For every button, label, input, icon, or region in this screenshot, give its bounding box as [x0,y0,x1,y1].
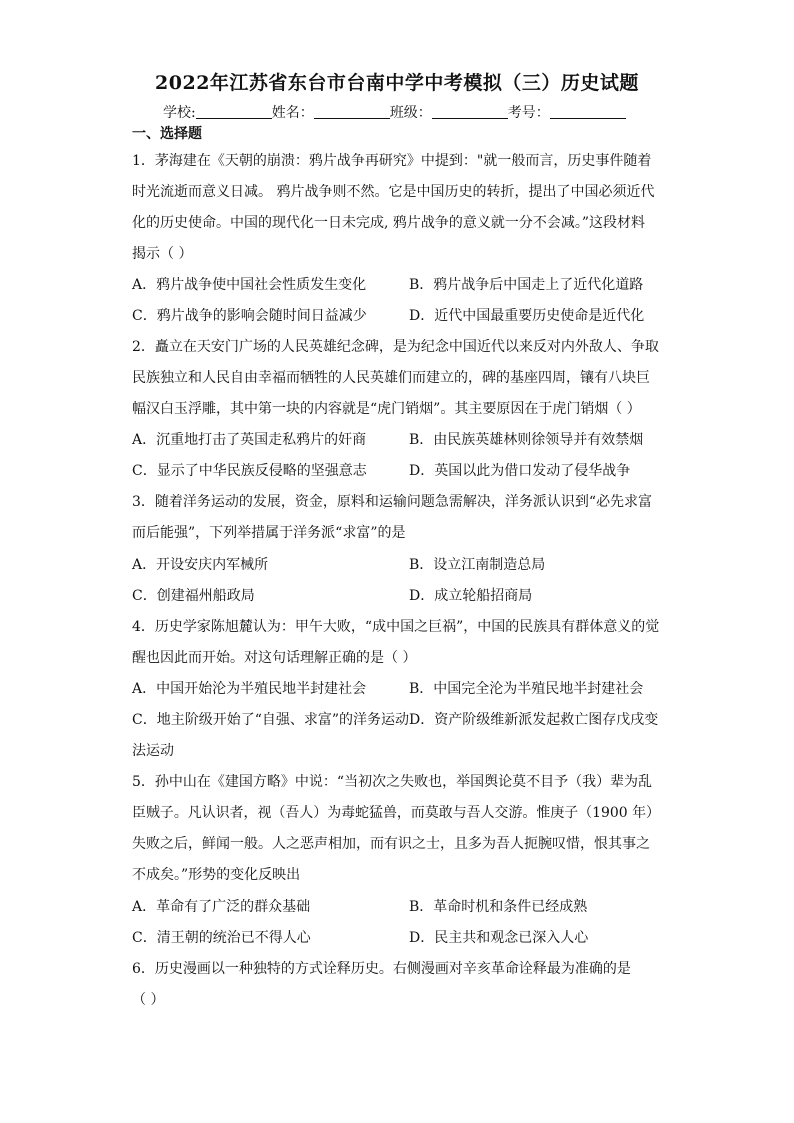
question-line: 臣贼子。凡认识者，视（吾人）为毒蛇猛兽，而莫敢与吾人交游。惟庚子（1900 年） [132,805,660,821]
option-c[interactable]: C．鸦片战争的影响会随时间日益减少 [132,308,367,324]
option-a[interactable]: A．鸦片战争使中国社会性质发生变化 [132,277,367,293]
question-line: 6．历史漫画以一种独特的方式诠释历史。右侧漫画对辛亥革命诠释最为准确的是 [132,961,631,977]
option-b[interactable]: B．鸦片战争后中国走上了近代化道路 [409,277,644,293]
question-line: （ ） [132,992,165,1008]
option-d[interactable]: D．近代中国最重要历史使命是近代化 [409,308,645,324]
exam-no-label: 考号： [507,105,550,121]
school-blank[interactable] [196,104,272,119]
option-continuation: 法运动 [132,743,174,759]
page-title: 2022年江苏省东台市台南中学中考模拟（三）历史试题 [155,72,639,94]
section-title: 一、选择题 [132,126,202,142]
student-info-row [163,102,626,122]
option-c[interactable]: C．地主阶级开始了“自强、求富”的洋务运动 [132,712,410,728]
option-d[interactable]: D．民主共和观念已深入人心 [409,930,589,946]
option-a[interactable]: A．中国开始沦为半殖民地半封建社会 [132,681,367,697]
option-b[interactable]: B．由民族英雄林则徐领导并有效禁烟 [409,432,644,448]
name-blank[interactable] [314,104,390,119]
question-line: 2．矗立在天安门广场的人民英雄纪念碑，是为纪念中国近代以来反对内外敌人、争取 [132,339,659,355]
option-b[interactable]: B．中国完全沦为半殖民地半封建社会 [409,681,644,697]
option-a[interactable]: A．革命有了广泛的群众基础 [132,899,311,915]
question-line: 5．孙中山在《建国方略》中说：“当初次之失败也，举国舆论莫不目予（我）辈为乱 [132,774,653,790]
class-label: 班级： [389,105,432,121]
option-d[interactable]: D．成立轮船招商局 [409,588,533,604]
option-b[interactable]: B．设立江南制造总局 [409,557,546,573]
question-line: 化的历史使命。中国的现代化一日未完成, 鸦片战争的意义就一分不会减。”这段材料 [132,215,646,231]
class-blank[interactable] [432,104,508,119]
question-line: 1．茅海建在《天朝的崩溃：鸦片战争再研究》中提到："就一般而言，历史事件随着 [132,153,652,169]
school-label: 学校: [163,105,196,121]
option-c[interactable]: C．显示了中华民族反侵略的坚强意志 [132,463,367,479]
option-d[interactable]: D．资产阶级维新派发起救亡图存戊戌变 [409,712,659,728]
question-line: 时光流逝而意义日减。 鸦片战争则不然。它是中国历史的转折，提出了中国必须近代 [132,184,655,200]
question-line: 醒也因此而开始。对这句话理解正确的是（ ） [132,650,417,666]
question-line: 揭示（ ） [132,246,193,262]
option-a[interactable]: A．沉重地打击了英国走私鸦片的奸商 [132,432,367,448]
question-line: 幅汉白玉浮雕，其中第一块的内容就是“虎门销烟”。其主要原因在于虎门销烟（ ） [132,401,641,417]
question-line: 3．随着洋务运动的发展，资金，原料和运输问题急需解决，洋务派认识到“必先求富 [132,494,653,510]
option-a[interactable]: A．开设安庆内军械所 [132,557,269,573]
option-c[interactable]: C．创建福州船政局 [132,588,255,604]
option-b[interactable]: B．革命时机和条件已经成熟 [409,899,588,915]
question-line: 不成矣。”形势的变化反映出 [132,867,301,883]
option-d[interactable]: D．英国以此为借口发动了侵华战争 [409,463,631,479]
name-label: 姓名： [271,105,314,121]
option-c[interactable]: C．清王朝的统治已不得人心 [132,930,311,946]
question-line: 民族独立和人民自由幸福而牺牲的人民英雄们而建立的，碑的基座四周，镶有八块巨 [132,370,650,386]
question-line: 失败之后，鲜闻一般。人之恶声相加，而有识之士，且多为吾人扼腕叹惜，恨其事之 [132,836,650,852]
question-line: 而后能强”，下列举措属于洋务派“求富”的是 [132,525,406,541]
question-line: 4．历史学家陈旭麓认为：甲午大败，“成中国之巨祸”，中国的民族具有群体意义的觉 [132,619,660,635]
exam-no-blank[interactable] [550,104,626,119]
